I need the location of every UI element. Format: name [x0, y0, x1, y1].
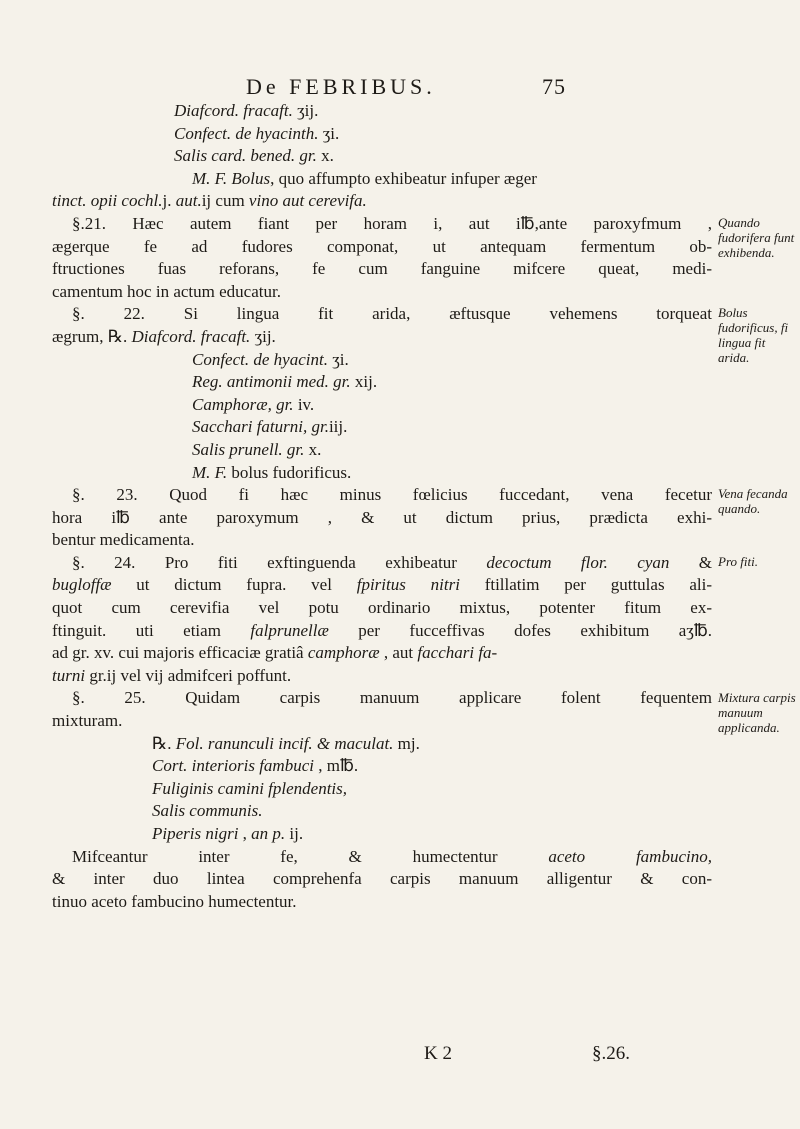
- text-line: [52, 597, 712, 620]
- text-line: [52, 303, 712, 326]
- signature-mark: K 2: [424, 1043, 452, 1064]
- text-line: [52, 439, 712, 462]
- text-span: & inter duo lintea comprehenfa carpis manuum alligentur & con-: [52, 869, 712, 889]
- text-span: quot cum cerevifia vel potu ordinario mixtus, potenter fitum ex-: [52, 598, 712, 618]
- text-span: hora i℔ ante paroxymum , & ut dictum prius, prædicta exhi-: [52, 507, 712, 527]
- italic-text: camphoræ: [307, 643, 380, 663]
- text-line: [52, 349, 712, 372]
- marginal-note: Pro fiti.: [718, 554, 758, 569]
- page-number: 75: [542, 74, 566, 99]
- text-span: ad gr. xv. cui majoris efficaciæ gratiâ: [52, 643, 308, 663]
- text-line: [52, 733, 712, 756]
- italic-text: Reg. antimonii med. gr.: [192, 372, 355, 392]
- text-span: x.: [321, 146, 334, 166]
- text-line: [52, 778, 712, 801]
- text-line: [52, 665, 712, 688]
- text-span: &: [669, 552, 713, 572]
- italic-text: facchari fa-: [417, 643, 498, 663]
- text-span: ʒi.: [332, 349, 349, 369]
- text-line: [52, 213, 712, 236]
- marginal-note: Bolus fudorificus, fi lingua fit arida.: [718, 305, 789, 366]
- italic-text: tinct. opii cochl.: [52, 191, 163, 211]
- marginal-note: Vena fecanda quando.: [718, 486, 788, 517]
- text-line: [52, 620, 712, 643]
- text-line: [52, 507, 712, 530]
- text-line: [52, 642, 712, 665]
- text-line: [52, 800, 712, 823]
- text-span: ftillatim per guttulas ali-: [459, 575, 712, 595]
- text-line: [52, 190, 712, 213]
- text-span: ægerque fe ad fudores componat, ut antequam fermentum ob-: [52, 236, 712, 256]
- italic-text: bugloffæ: [52, 575, 112, 595]
- text-span: bolus fudorificus.: [231, 462, 352, 482]
- text-span: §. 25. Quidam carpis manuum applicare folent fequentem: [72, 688, 712, 708]
- running-title: De FEBRIBUS.: [246, 74, 436, 99]
- text-span: ftructiones fuas reforans, fe cum fanguine mifcere queat, medi-: [52, 259, 712, 279]
- text-span: §. 24. Pro fiti exftinguenda exhibeatur: [72, 552, 487, 572]
- text-line: [52, 846, 712, 869]
- italic-text: Piperis nigri: [152, 824, 239, 843]
- text-line: [52, 891, 712, 914]
- italic-text: aceto fambucino,: [548, 846, 712, 866]
- italic-text: Diafcord. fracaft.: [174, 101, 298, 120]
- text-line: [52, 145, 712, 168]
- text-span: per fucceffivas dofes exhibitum aʒ℔.: [328, 620, 712, 640]
- text-span: iij.: [328, 417, 348, 437]
- text-span: bentur medicamenta.: [52, 530, 195, 550]
- text-line: [52, 823, 712, 846]
- italic-text: Cort. interioris fambuci: [152, 756, 314, 776]
- italic-text: Salis card. bened. gr.: [174, 146, 322, 166]
- text-span: ij.: [285, 824, 304, 843]
- text-span: camentum hoc in actum educatur.: [52, 281, 281, 301]
- catchword: §.26.: [592, 1043, 630, 1064]
- text-span: ℞.: [152, 733, 176, 753]
- text-span: ʒij.: [254, 326, 276, 346]
- text-span: ʒij.: [297, 101, 319, 120]
- text-line: [52, 574, 712, 597]
- text-line: [52, 484, 712, 507]
- italic-text: fpiritus nitri: [356, 575, 460, 595]
- text-span: tinuo aceto fambucino humectentur.: [52, 891, 297, 911]
- text-span: §. 22. Si lingua fit arida, æftusque vehemens torqueat: [72, 304, 712, 324]
- italic-text: Salis communis.: [152, 801, 263, 821]
- text-line: [52, 326, 712, 349]
- italic-text: Fuliginis camini fplendentis,: [152, 778, 348, 798]
- text-span: , quo affumpto exhibeatur infuper æger: [270, 168, 537, 188]
- text-span: iv.: [297, 394, 315, 414]
- italic-text: Camphoræ, gr.: [192, 394, 298, 414]
- italic-text: Confect. de hyacinth.: [174, 123, 323, 143]
- text-span: ut dictum fupra. vel: [111, 575, 357, 595]
- marginal-note: Mixtura carpis manuum applicanda.: [718, 689, 796, 735]
- italic-text: Confect. de hyacint.: [192, 349, 333, 369]
- text-span: ftinguit. uti etiam: [52, 620, 251, 640]
- italic-text: Salis prunell. gr.: [192, 439, 309, 459]
- text-span: j.: [162, 191, 176, 211]
- text-span: , aut: [379, 643, 418, 663]
- marginal-note: Quando fudorifera funt exhibenda.: [718, 215, 795, 260]
- text-line: [52, 258, 712, 281]
- italic-text: an p.: [251, 824, 286, 843]
- text-span: ægrum, ℞.: [52, 326, 132, 346]
- text-span: §.21. Hæc autem fiant per horam i, aut i℔,ante paroxyfmum ,: [72, 213, 712, 233]
- text-line: [52, 462, 712, 485]
- text-line: [52, 552, 712, 575]
- text-span: xij.: [354, 372, 378, 392]
- text-span: §. 23. Quod fi hæc minus fœlicius fuccedant, vena fecetur: [72, 485, 712, 505]
- text-line: [52, 371, 712, 394]
- text-span: ij cum: [201, 191, 249, 211]
- text-line: [52, 281, 712, 304]
- text-line: [52, 394, 712, 417]
- text-span: ʒi.: [322, 123, 340, 143]
- text-line: [52, 236, 712, 259]
- text-line: [52, 416, 712, 439]
- text-line: [52, 687, 712, 710]
- text-line: [52, 123, 712, 146]
- text-line: [52, 710, 712, 733]
- text-span: ,: [238, 824, 252, 843]
- italic-text: Diafcord. fracaft.: [131, 326, 255, 346]
- italic-text: M. F.: [192, 462, 232, 482]
- text-line: [52, 100, 712, 123]
- italic-text: falprunellæ: [250, 620, 329, 640]
- text-line: [52, 755, 712, 778]
- text-span: mj.: [393, 733, 420, 753]
- italic-text: vino aut cerevifa.: [248, 191, 367, 211]
- text-span: gr.ij vel vij admifceri poffunt.: [85, 665, 292, 685]
- italic-text: Sacchari faturni, gr.: [192, 417, 329, 437]
- italic-text: aut.: [175, 191, 202, 211]
- text-span: mixturam.: [52, 711, 123, 731]
- text-span: Mifceantur inter fe, & humectentur: [72, 846, 549, 866]
- italic-text: Fol. ranunculi incif. & maculat.: [175, 733, 394, 753]
- text-span: x.: [308, 439, 322, 459]
- text-line: [52, 868, 712, 891]
- italic-text: M. F. Bolus: [192, 168, 271, 188]
- text-body: [52, 100, 712, 913]
- text-line: [52, 529, 712, 552]
- text-span: , m℔.: [313, 756, 359, 776]
- text-line: [52, 168, 712, 191]
- italic-text: turni: [52, 665, 86, 685]
- italic-text: decoctum flor. cyan: [486, 552, 670, 572]
